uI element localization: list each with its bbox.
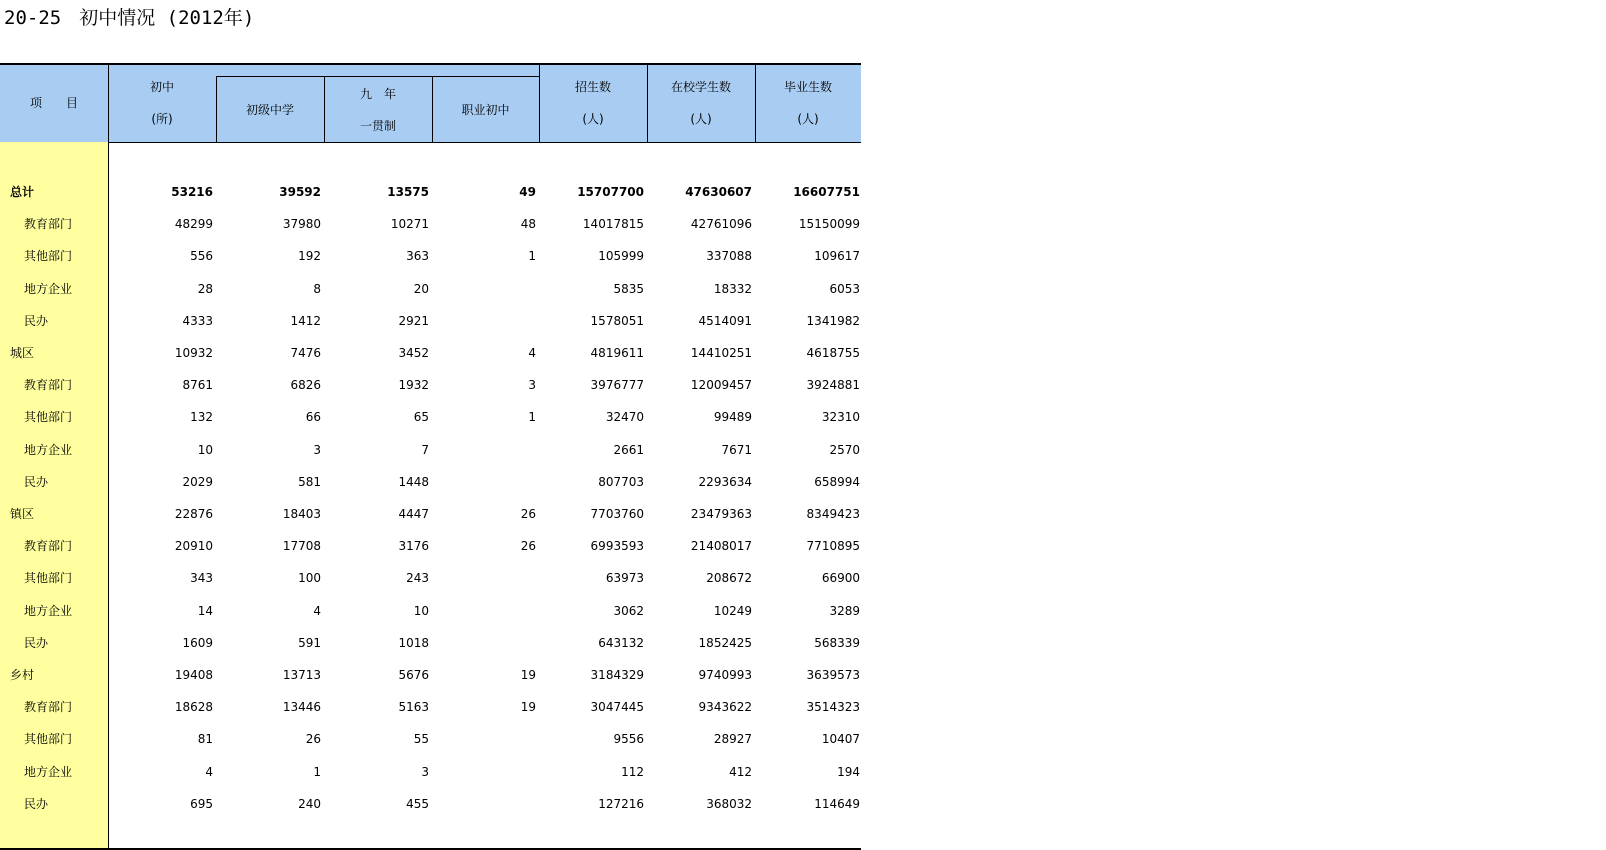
table-cell: 3047445 — [590, 700, 644, 714]
table-cell: 39592 — [279, 185, 321, 199]
table-cell: 18403 — [282, 507, 321, 521]
row-label: 教育部门 — [24, 217, 73, 231]
table-cell: 14410251 — [690, 346, 752, 360]
table-cell: 8761 — [182, 378, 213, 392]
table-row — [0, 434, 861, 466]
header-vocational: 职业初中 — [461, 102, 510, 117]
table-cell: 7710895 — [806, 539, 860, 553]
header-enrollment: 招生数 (人) — [574, 80, 611, 126]
table-row — [0, 273, 861, 305]
table-cell: 4514091 — [698, 314, 752, 328]
table-cell: 368032 — [706, 797, 752, 811]
row-label: 民办 — [24, 797, 49, 811]
row-label: 地方企业 — [24, 443, 73, 457]
table-cell: 3062 — [613, 604, 644, 618]
table-cell: 3924881 — [806, 378, 860, 392]
table-cell: 2921 — [398, 314, 429, 328]
table-cell: 1852425 — [698, 636, 752, 650]
table-cell: 10 — [197, 443, 213, 457]
row-label: 民办 — [24, 475, 49, 489]
table-cell: 12009457 — [690, 378, 752, 392]
row-label: 民办 — [24, 636, 49, 650]
table-cell: 192 — [298, 249, 321, 263]
table-cell: 7671 — [721, 443, 752, 457]
table-cell: 4333 — [182, 314, 213, 328]
row-label: 教育部门 — [24, 700, 73, 714]
table-cell: 13575 — [387, 185, 429, 199]
table-cell: 337088 — [706, 249, 752, 263]
table-cell: 66900 — [821, 571, 860, 585]
table-cell: 28927 — [713, 732, 752, 746]
table-row — [0, 337, 861, 369]
table-cell: 3639573 — [806, 668, 860, 682]
table-cell: 109617 — [814, 249, 860, 263]
table-cell: 556 — [190, 249, 213, 263]
table-row — [0, 723, 861, 755]
table-cell: 2293634 — [698, 475, 752, 489]
table-cell: 19 — [520, 668, 536, 682]
table-cell: 26 — [520, 539, 536, 553]
table-cell: 66 — [305, 410, 321, 424]
table-cell: 5676 — [398, 668, 429, 682]
table-row — [0, 305, 861, 337]
table-cell: 3 — [313, 443, 321, 457]
row-label: 民办 — [24, 314, 49, 328]
row-label: 地方企业 — [24, 765, 73, 779]
table-cell: 2570 — [829, 443, 860, 457]
table-cell: 1932 — [398, 378, 429, 392]
table-cell: 23479363 — [690, 507, 752, 521]
table-cell: 807703 — [598, 475, 644, 489]
table-cell: 99489 — [713, 410, 752, 424]
table-cell: 7476 — [290, 346, 321, 360]
table-cell: 2661 — [613, 443, 644, 457]
table-cell: 1578051 — [590, 314, 644, 328]
table-cell: 9556 — [613, 732, 644, 746]
table-cell: 1412 — [290, 314, 321, 328]
table-row — [0, 627, 861, 659]
table-cell: 240 — [298, 797, 321, 811]
table-cell: 47630607 — [685, 185, 752, 199]
table-cell: 243 — [406, 571, 429, 585]
table-cell: 48 — [520, 217, 536, 231]
table-code: 20-25 — [4, 7, 62, 29]
table-cell: 37980 — [282, 217, 321, 231]
table-row — [0, 756, 861, 788]
table-row — [0, 369, 861, 401]
row-label: 教育部门 — [24, 539, 73, 553]
header-nine-year: 九 年 一贯制 — [359, 86, 396, 133]
table-cell: 53216 — [171, 185, 213, 199]
table-cell: 6993593 — [590, 539, 644, 553]
table-cell: 10271 — [390, 217, 429, 231]
table-row — [0, 240, 861, 272]
table-cell: 55 — [413, 732, 429, 746]
table-cell: 658994 — [814, 475, 860, 489]
table-cell: 4618755 — [806, 346, 860, 360]
table-cell: 7703760 — [590, 507, 644, 521]
row-label: 其他部门 — [24, 249, 73, 263]
header-students: 在校学生数 (人) — [670, 80, 731, 126]
table-cell: 3976777 — [590, 378, 644, 392]
table-cell: 20910 — [174, 539, 213, 553]
table-cell: 13446 — [282, 700, 321, 714]
table-cell: 9343622 — [698, 700, 752, 714]
table-cell: 6053 — [829, 282, 860, 296]
table-cell: 8349423 — [806, 507, 860, 521]
table-cell: 643132 — [598, 636, 644, 650]
table-cell: 32310 — [821, 410, 860, 424]
table-cell: 19 — [520, 700, 536, 714]
table-cell: 100 — [298, 571, 321, 585]
table-cell: 49 — [519, 185, 536, 199]
table-cell: 14017815 — [582, 217, 644, 231]
header-junior-middle: 初级中学 — [245, 102, 294, 117]
table-cell: 112 — [621, 765, 644, 779]
table-cell: 14 — [197, 604, 213, 618]
table-cell: 21408017 — [690, 539, 752, 553]
header-graduates: 毕业生数 (人) — [783, 80, 832, 126]
table-cell: 114649 — [814, 797, 860, 811]
table-cell: 1018 — [398, 636, 429, 650]
table-cell: 1 — [313, 765, 321, 779]
table-cell: 412 — [729, 765, 752, 779]
table-cell: 10932 — [174, 346, 213, 360]
table-cell: 4 — [205, 765, 213, 779]
table-row — [0, 208, 861, 240]
table-cell: 15707700 — [577, 185, 644, 199]
table-row — [0, 401, 861, 433]
table-cell: 5835 — [613, 282, 644, 296]
table-cell: 6826 — [290, 378, 321, 392]
table-cell: 4447 — [398, 507, 429, 521]
row-label: 其他部门 — [24, 410, 73, 424]
table-cell: 455 — [406, 797, 429, 811]
table-cell: 1 — [528, 249, 536, 263]
table-cell: 5163 — [398, 700, 429, 714]
table-cell: 3176 — [398, 539, 429, 553]
table-cell: 48299 — [174, 217, 213, 231]
table-cell: 3184329 — [590, 668, 644, 682]
table-cell: 7 — [421, 443, 429, 457]
row-label: 乡村 — [10, 668, 35, 682]
row-label: 镇区 — [10, 507, 35, 521]
table-cell: 3452 — [398, 346, 429, 360]
row-label: 教育部门 — [24, 378, 73, 392]
table-cell: 10 — [413, 604, 429, 618]
table-cell: 15150099 — [798, 217, 860, 231]
table-cell: 1448 — [398, 475, 429, 489]
table-cell: 1609 — [182, 636, 213, 650]
row-label: 地方企业 — [24, 604, 73, 618]
row-label: 地方企业 — [24, 282, 73, 296]
table-row — [0, 595, 861, 627]
table-cell: 568339 — [814, 636, 860, 650]
table-cell: 343 — [190, 571, 213, 585]
table-cell: 581 — [298, 475, 321, 489]
table-row — [0, 691, 861, 723]
table-cell: 81 — [197, 732, 213, 746]
table-cell: 22876 — [174, 507, 213, 521]
table-cell: 13713 — [282, 668, 321, 682]
row-label: 其他部门 — [24, 571, 73, 585]
table-cell: 10249 — [713, 604, 752, 618]
table-cell: 4 — [313, 604, 321, 618]
table-cell: 3289 — [829, 604, 860, 618]
table-cell: 63973 — [605, 571, 644, 585]
row-label: 城区 — [10, 346, 35, 360]
table-cell: 10407 — [821, 732, 860, 746]
table-cell: 208672 — [706, 571, 752, 585]
table-cell: 1341982 — [806, 314, 860, 328]
table-cell: 1 — [528, 410, 536, 424]
table-cell: 2029 — [182, 475, 213, 489]
table-cell: 9740993 — [698, 668, 752, 682]
table-cell: 18628 — [174, 700, 213, 714]
table-cell: 28 — [197, 282, 213, 296]
table-row — [0, 530, 861, 562]
table-cell: 65 — [413, 410, 429, 424]
table-cell: 3 — [528, 378, 536, 392]
table-cell: 8 — [313, 282, 321, 296]
table-cell: 18332 — [713, 282, 752, 296]
table-cell: 363 — [406, 249, 429, 263]
table-cell: 4819611 — [590, 346, 644, 360]
table-cell: 127216 — [598, 797, 644, 811]
table-cell: 32470 — [605, 410, 644, 424]
table-cell: 194 — [837, 765, 860, 779]
table-row — [0, 659, 861, 691]
table-cell: 20 — [413, 282, 429, 296]
table-cell: 132 — [190, 410, 213, 424]
row-label: 总计 — [10, 185, 35, 199]
table-cell: 695 — [190, 797, 213, 811]
table-row — [0, 788, 861, 820]
table-row — [0, 466, 861, 498]
table-cell: 17708 — [282, 539, 321, 553]
table-cell: 16607751 — [793, 185, 860, 199]
table-row — [0, 498, 861, 530]
header-bottom-rule — [0, 142, 861, 143]
table-cell: 105999 — [598, 249, 644, 263]
table-cell: 3 — [421, 765, 429, 779]
header-item: 项 目 — [29, 96, 78, 110]
table-cell: 42761096 — [690, 217, 752, 231]
table-row — [0, 176, 861, 208]
table-cell: 26 — [305, 732, 321, 746]
table-cell: 591 — [298, 636, 321, 650]
header-schools: 初中 (所) — [149, 80, 174, 126]
page-title — [4, 4, 254, 32]
row-label: 其他部门 — [24, 732, 73, 746]
table-cell: 19408 — [174, 668, 213, 682]
table-title: 初中情况 (2012年) — [79, 7, 255, 29]
table-cell: 26 — [520, 507, 536, 521]
table-cell: 4 — [528, 346, 536, 360]
table-row — [0, 562, 861, 594]
table-cell: 3514323 — [806, 700, 860, 714]
